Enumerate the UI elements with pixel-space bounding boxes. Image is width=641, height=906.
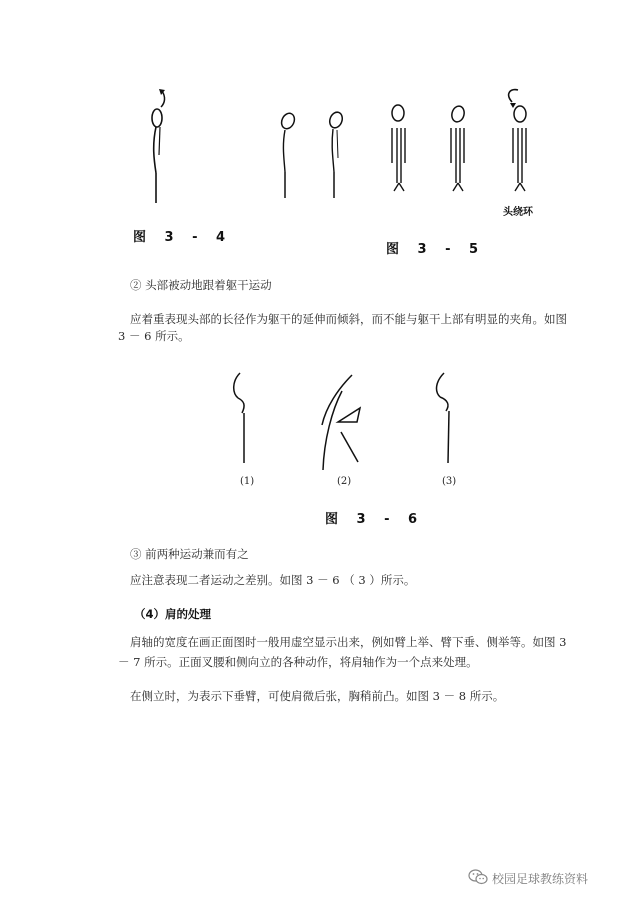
item2-heading: ② 头部被动地跟着躯干运动 — [130, 278, 272, 292]
figure-3-6-sub-label-3: (3) — [442, 476, 457, 487]
torso-back — [159, 127, 160, 155]
figure-3-5-caption: 图 3 - 5 — [386, 242, 486, 257]
figure-3-4-drawing — [140, 85, 180, 210]
shoulder-paragraph-line1: 肩轴的宽度在画正面图时一般用虚空显示出来，例如臂上举、臂下垂、侧举等。如图 3 — [130, 635, 567, 649]
item3-paragraph: 应注意表现二者运动之差别。如图 3 － 6 （ 3 ）所示。 — [130, 573, 416, 587]
figure-3-6-pose-1 — [234, 373, 244, 463]
item2-paragraph-line1: 应着重表现头部的长径作为躯干的延伸而倾斜，而不能与躯干上部有明显的夹角。如图 — [130, 312, 567, 326]
figure-3-5-pose-1 — [279, 111, 297, 198]
figure-3-5-pose-2 — [328, 110, 345, 198]
shoulder-heading: （4）肩的处理 — [134, 607, 212, 621]
figure-3-5-drawing — [270, 88, 540, 218]
side-stand-paragraph: 在侧立时，为表示下垂臂，可使肩微后张，胸稍前凸。如图 3 － 8 所示。 — [130, 689, 505, 703]
figure-3-6-sub-label-1: (1) — [240, 476, 255, 487]
figure-3-5-pose-4 — [450, 105, 466, 191]
watermark-text: 校园足球教练资料 — [492, 872, 589, 886]
figure-3-6-drawing — [220, 365, 470, 475]
wechat-icon — [468, 869, 488, 885]
figure-3-5-pose-5 — [509, 90, 526, 191]
head — [152, 109, 162, 127]
figure-3-6-caption: 图 3 - 6 — [325, 512, 425, 527]
figure-3-6-pose-2 — [322, 375, 360, 470]
head-circle-label: 头绕环 — [503, 207, 533, 218]
figure-3-6-pose-3 — [437, 373, 449, 463]
torso — [154, 127, 156, 173]
item2-paragraph-line2: 3 － 6 所示。 — [118, 329, 190, 343]
item3-heading: ③ 前两种运动兼而有之 — [130, 547, 249, 561]
figure-3-6-sub-label-2: (2) — [337, 476, 352, 487]
shoulder-paragraph-line2: － 7 所示。正面叉腰和侧向立的各种动作，将肩轴作为一个点来处理。 — [118, 655, 478, 669]
figure-3-5-pose-3 — [392, 105, 405, 191]
figure-3-4-caption: 图 3 - 4 — [133, 230, 233, 245]
